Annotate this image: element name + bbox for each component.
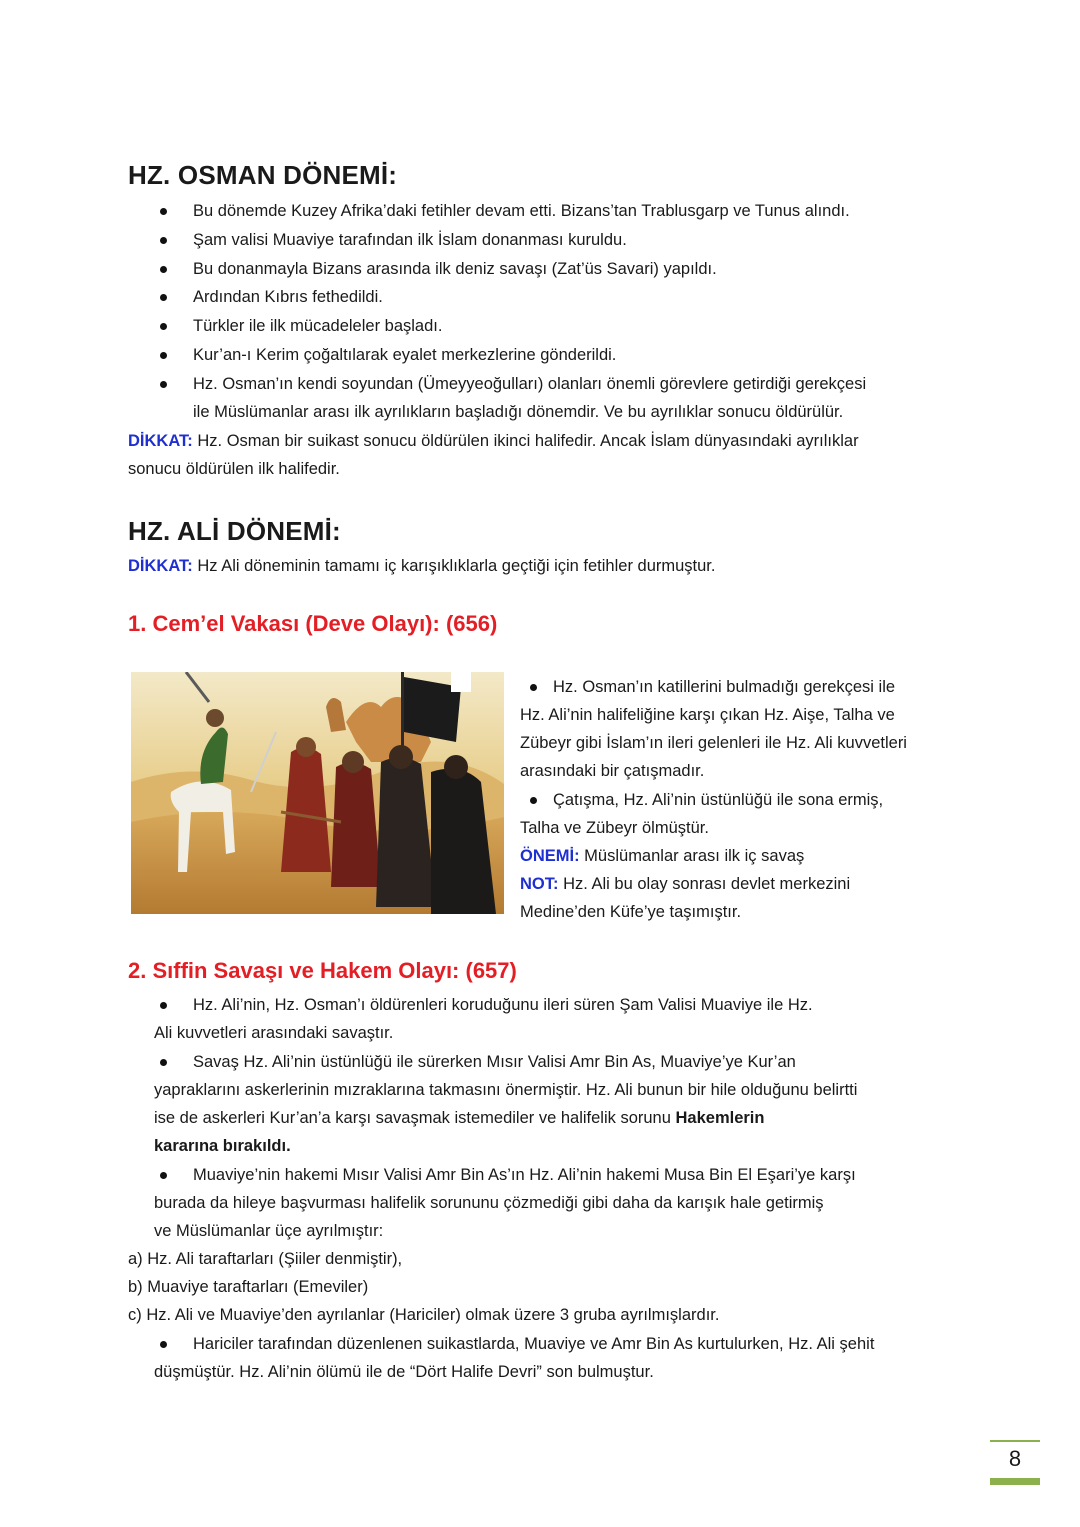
- text-line: düşmüştür. Hz. Ali’nin ölümü ile de “Dört Halife Devri” son bulmuştur.: [154, 1363, 654, 1381]
- text-line: Hz. Osman’ın katillerini bulmadığı gerekçesi ile: [553, 678, 896, 696]
- bullet-dot: [530, 797, 537, 804]
- list-item-a: a) Hz. Ali taraftarları (Şiiler denmiştir),: [128, 1250, 403, 1268]
- onemi-text: Müslümanlar arası ilk iç savaş: [579, 847, 805, 865]
- text-line: Hariciler tarafından düzenlenen suikastlarda, Muaviye ve Amr Bin As kurtulurken, Hz. Ali şehit: [193, 1335, 875, 1353]
- list-item: Kur’an-ı Kerim çoğaltılarak eyalet merkezlerine gönderildi.: [193, 346, 617, 364]
- not-text: Hz. Ali bu olay sonrası devlet merkezini: [558, 875, 851, 893]
- bullet-dot: [160, 352, 167, 359]
- onemi-note: [520, 842, 804, 870]
- bullet-dot: [160, 1002, 167, 1009]
- osman-dikkat-note: [128, 427, 859, 455]
- list-item: Şam valisi Muaviye tarafından ilk İslam donanması kuruldu.: [193, 231, 627, 249]
- bullet-dot: [160, 323, 167, 330]
- battle-illustration: [131, 672, 504, 914]
- not-note: [520, 870, 850, 898]
- bullet-dot: [160, 294, 167, 301]
- page-number: 8: [1008, 1446, 1022, 1471]
- text-line: Hz. Ali’nin halifeliğine karşı çıkan Hz. Aişe, Talha ve: [520, 706, 895, 724]
- dikkat-label: DİKKAT:: [128, 557, 193, 575]
- list-item-b: b) Muaviye taraftarları (Emeviler): [128, 1278, 369, 1296]
- bullet-dot: [160, 1172, 167, 1179]
- text-line: Ali kuvvetleri arasındaki savaştır.: [154, 1024, 394, 1042]
- list-item-c: c) Hz. Ali ve Muaviye’den ayrılanlar (Hariciler) olmak üzere 3 gruba ayrılmışlardır.: [128, 1306, 720, 1324]
- text-line: kararına bırakıldı.: [154, 1137, 291, 1155]
- list-item: Hz. Osman’ın kendi soyundan (Ümeyyeoğulları) olanları önemli görevlere getirdiği gerekçesi: [193, 375, 867, 393]
- bullet-dot: [160, 1341, 167, 1348]
- page-number-bar: [990, 1478, 1040, 1485]
- camel-battle-image: [131, 672, 504, 914]
- dikkat-text: Hz Ali döneminin tamamı iç karışıklıklarla geçtiği için fetihler durmuştur.: [192, 557, 716, 575]
- cemel-heading: 1. Cem’el Vakası (Deve Olayı): (656): [128, 611, 498, 636]
- text-line: Talha ve Zübeyr ölmüştür.: [520, 819, 709, 837]
- list-item: Bu donanmayla Bizans arasında ilk deniz savaşı (Zat’üs Savari) yapıldı.: [193, 260, 717, 278]
- text-line: Hz. Ali’nin, Hz. Osman’ı öldürenleri koruduğunu ileri süren Şam Valisi Muaviye ile Hz.: [193, 996, 813, 1014]
- text-line: burada da hileye başvurması halifelik sorununu çözmediği gibi daha da karışık hale getirmiş: [154, 1194, 824, 1212]
- bullet-dot: [530, 684, 537, 691]
- bullet-dot: [160, 1059, 167, 1066]
- text-line: Muaviye’nin hakemi Mısır Valisi Amr Bin As’ın Hz. Ali’nin hakemi Musa Bin El Eşari’ye karşı: [193, 1166, 856, 1184]
- text-line: [154, 1104, 764, 1132]
- list-item-continuation: ile Müslümanlar arası ilk ayrılıkların başladığı dönemdir. Ve bu ayrılıklar sonucu öldürülür.: [193, 403, 844, 421]
- osman-section-title: HZ. OSMAN DÖNEMİ:: [128, 160, 398, 190]
- bullet-dot: [160, 208, 167, 215]
- ali-section-title: HZ. ALİ DÖNEMİ:: [128, 516, 341, 546]
- siffin-heading: 2. Sıffin Savaşı ve Hakem Olayı: (657): [128, 958, 517, 983]
- text-line: Medine’den Küfe’ye taşımıştır.: [520, 903, 742, 921]
- onemi-label: ÖNEMİ:: [520, 847, 580, 865]
- bullet-dot: [160, 381, 167, 388]
- bullet-dot: [160, 237, 167, 244]
- text-line: Çatışma, Hz. Ali’nin üstünlüğü ile sona ermiş,: [553, 791, 884, 809]
- text-line: Zübeyr gibi İslam’ın ileri gelenleri ile Hz. Ali kuvvetleri: [520, 734, 907, 752]
- page-number-box: [990, 1440, 1040, 1485]
- text-line: ve Müslümanlar üçe ayrılmıştır:: [154, 1222, 384, 1240]
- page-number-rule: [990, 1440, 1040, 1442]
- bold-span: Hakemlerin: [675, 1109, 765, 1127]
- list-item: Bu dönemde Kuzey Afrika’daki fetihler devam etti. Bizans’tan Trablusgarp ve Tunus alındı.: [193, 202, 850, 220]
- text-line: arasındaki bir çatışmadır.: [520, 762, 705, 780]
- dikkat-text: Hz. Osman bir suikast sonucu öldürülen ikinci halifedir. Ancak İslam dünyasındaki ayrılıklar: [192, 432, 859, 450]
- not-label: NOT:: [520, 875, 559, 893]
- dikkat-label: DİKKAT:: [128, 432, 193, 450]
- text-span: ise de askerleri Kur’an’a karşı savaşmak istemediler ve halifelik sorunu: [154, 1109, 676, 1127]
- text-line: yapraklarını askerlerinin mızraklarına takmasını önermiştir. Hz. Ali bunun bir hile olduğunu belirtti: [154, 1081, 858, 1099]
- osman-dikkat-note-cont: sonucu öldürülen ilk halifedir.: [128, 460, 340, 478]
- ali-dikkat-note: [128, 552, 715, 580]
- text-line: Savaş Hz. Ali’nin üstünlüğü ile sürerken Mısır Valisi Amr Bin As, Muaviye’ye Kur’an: [193, 1053, 796, 1071]
- list-item: Ardından Kıbrıs fethedildi.: [193, 288, 383, 306]
- bullet-dot: [160, 266, 167, 273]
- list-item: Türkler ile ilk mücadeleler başladı.: [193, 317, 443, 335]
